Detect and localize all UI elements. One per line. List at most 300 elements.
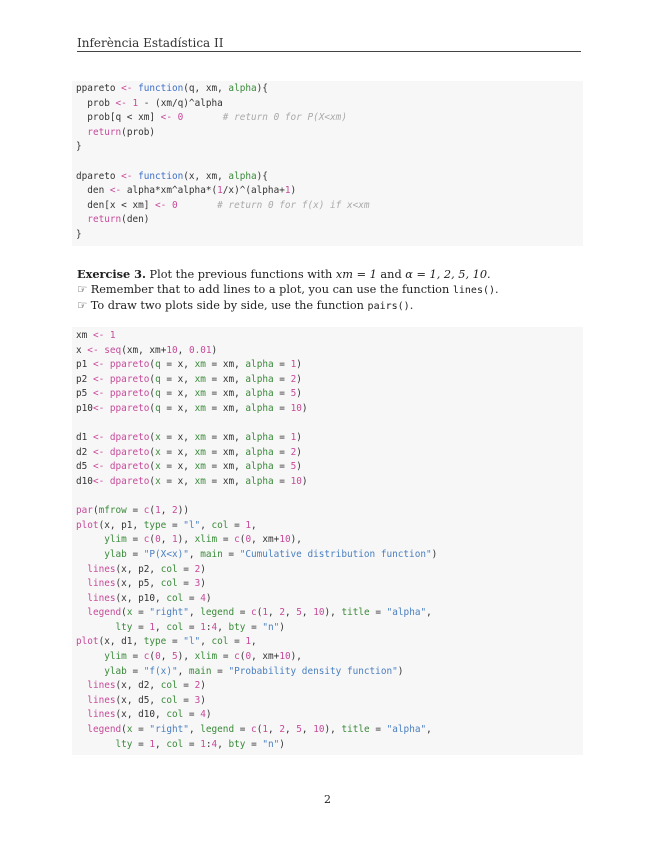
code-token: col	[211, 519, 229, 531]
code-token: plot	[76, 636, 99, 648]
code-token: )	[200, 578, 206, 590]
code-token: (	[256, 724, 263, 736]
code-token: col	[166, 621, 184, 633]
code-token: 10	[166, 344, 178, 356]
code-token: =	[126, 534, 144, 546]
code-line	[76, 402, 583, 417]
code-token: )	[431, 548, 438, 560]
code-line	[76, 519, 583, 534]
code-line	[76, 228, 583, 243]
code-token: 5	[296, 607, 302, 619]
code-token: "Probability density function"	[228, 665, 398, 677]
code-token: <-	[92, 461, 105, 473]
code-line	[76, 184, 583, 199]
code-token: ,	[426, 607, 432, 619]
code-token: = xm,	[205, 359, 246, 371]
code-token: ))	[177, 505, 189, 517]
code-line	[76, 650, 583, 665]
code-token: <-	[160, 112, 172, 124]
code-token: <-	[92, 388, 105, 400]
code-token: = x,	[160, 373, 195, 385]
code-token: (	[149, 505, 156, 517]
code-token: ,	[160, 534, 173, 546]
code-token: ,	[188, 607, 201, 619]
code-token: 2	[194, 680, 201, 692]
code-token: =	[132, 738, 150, 750]
pointing-hand-icon: ☞	[77, 283, 88, 296]
code-token: =	[132, 621, 150, 633]
code-token: return	[87, 214, 122, 226]
code-token: p10	[76, 402, 93, 414]
code-line	[76, 563, 583, 578]
code-token: prob	[76, 97, 116, 109]
code-line	[76, 329, 583, 344]
code-token	[76, 724, 87, 735]
code-token: =	[177, 694, 195, 706]
code-line	[76, 431, 583, 446]
code-token: x	[126, 724, 133, 736]
code-token: 1	[149, 621, 156, 633]
code-token: lines	[87, 680, 116, 692]
code-token: lines	[87, 694, 116, 706]
code-token: =	[234, 724, 252, 736]
code-token: =	[166, 519, 184, 531]
code-token: =	[217, 534, 235, 546]
hint-lines	[77, 282, 581, 298]
code-token	[76, 593, 87, 604]
code-token: "l"	[183, 519, 201, 531]
code-block-pareto-functions	[72, 81, 583, 246]
code-token: "right"	[149, 607, 189, 619]
code-token: lines	[87, 592, 116, 604]
code-token: )	[200, 563, 206, 575]
code-token: 1	[149, 738, 156, 750]
code-token: =	[177, 578, 195, 590]
code-token: (	[239, 534, 246, 546]
code-line	[76, 694, 583, 709]
code-token: = xm,	[205, 446, 246, 458]
code-token: (x, d2,	[115, 680, 161, 692]
code-token: col	[211, 636, 229, 648]
code-token: =	[245, 621, 263, 633]
code-line	[76, 155, 583, 170]
code-token: type	[143, 519, 167, 531]
code-token	[76, 564, 87, 575]
code-token: ,	[188, 548, 201, 560]
hint-code: pairs()	[367, 301, 410, 312]
code-token: 2	[172, 505, 178, 517]
code-token: - (xm/q)^alpha	[138, 97, 223, 109]
code-token: =	[132, 724, 150, 736]
code-token: = x,	[160, 432, 195, 444]
code-token: (x, p2,	[115, 563, 161, 575]
code-token: bty	[228, 621, 246, 633]
code-token: alpha	[245, 461, 274, 473]
code-token: (x, d1,	[98, 636, 144, 648]
code-token: xm	[194, 432, 206, 444]
code-line	[76, 621, 583, 636]
code-token: =	[126, 651, 144, 663]
code-token: legend	[87, 607, 122, 619]
code-token: =	[228, 636, 246, 648]
code-token	[76, 549, 104, 560]
code-token: alpha	[228, 83, 257, 94]
code-token: return	[87, 126, 122, 138]
code-token: lines	[87, 709, 116, 721]
code-token: 0	[245, 651, 252, 663]
code-token: 10	[313, 724, 325, 736]
code-token: alpha	[228, 170, 257, 182]
code-token: (	[149, 359, 156, 371]
code-token: = x,	[160, 388, 195, 400]
code-token: 1	[262, 724, 269, 736]
code-token: x	[126, 607, 133, 619]
code-token: 1	[245, 636, 252, 648]
code-token: par	[76, 505, 93, 517]
code-token: alpha	[245, 432, 274, 444]
code-token: type	[143, 636, 167, 648]
code-token: =	[369, 607, 387, 619]
code-token: alpha	[245, 402, 274, 414]
code-line	[76, 504, 583, 519]
code-token: 5	[290, 388, 297, 400]
code-token: (	[149, 373, 156, 385]
code-token: c	[234, 534, 240, 546]
code-token: <-	[92, 373, 105, 385]
exercise-text: Plot the previous functions with	[145, 268, 336, 281]
code-token: /x)^(alpha+	[222, 185, 285, 197]
code-token: 10	[279, 534, 291, 546]
code-token: alpha	[245, 388, 274, 400]
code-token: ,	[268, 724, 280, 736]
code-line	[76, 82, 583, 97]
hint-text: To draw two plots side by side, use the function	[87, 299, 368, 312]
code-line	[76, 344, 583, 359]
code-token: 1	[109, 330, 116, 341]
code-token: "right"	[149, 724, 189, 736]
code-token: c	[143, 505, 150, 517]
code-token: col	[160, 680, 178, 692]
code-token: function	[138, 83, 184, 94]
code-token: = xm,	[205, 373, 246, 385]
code-token: =	[177, 563, 195, 575]
code-token: seq	[104, 344, 122, 356]
code-token: ,	[284, 724, 297, 736]
code-token: 1	[245, 519, 252, 531]
code-token: (x, p10,	[115, 592, 167, 604]
code-token: 3	[194, 578, 201, 590]
code-token: ,	[284, 607, 297, 619]
hint-end: .	[409, 299, 414, 312]
code-token: 1	[172, 534, 178, 546]
code-token: (den)	[121, 214, 150, 226]
code-token: )	[205, 592, 212, 604]
code-token: )	[205, 709, 212, 721]
code-token: c	[234, 651, 240, 663]
code-token: =	[211, 665, 229, 677]
code-token: =	[183, 621, 201, 633]
code-line	[76, 373, 583, 388]
code-token: col	[160, 694, 178, 706]
code-token: )	[211, 344, 218, 356]
code-token: =	[369, 724, 387, 736]
code-line	[76, 111, 583, 126]
code-token: 4	[211, 738, 218, 750]
code-token: = xm,	[205, 432, 246, 444]
code-token: x	[76, 344, 88, 356]
code-token: :	[205, 621, 212, 633]
code-token: = x,	[160, 461, 195, 473]
code-token	[76, 607, 87, 618]
code-token: function	[138, 170, 184, 182]
code-token: =	[228, 519, 246, 531]
header-rule	[77, 51, 581, 52]
code-token: = x,	[160, 402, 195, 414]
code-token: "alpha"	[386, 607, 427, 619]
code-token: (	[239, 651, 246, 663]
code-token: alpha	[245, 475, 274, 487]
code-token: ylim	[104, 651, 127, 663]
code-line	[76, 460, 583, 475]
code-token: = x,	[160, 359, 195, 371]
code-token: =	[273, 432, 291, 444]
code-token: p2	[76, 373, 93, 385]
code-line	[76, 213, 583, 228]
code-token: ,	[200, 519, 212, 531]
code-token: ylab	[104, 548, 127, 560]
code-token: 1	[200, 621, 206, 633]
code-token: c	[251, 607, 257, 619]
code-token: ,	[251, 636, 257, 648]
code-token: 2	[194, 563, 201, 575]
code-token: =	[183, 709, 201, 721]
code-token: den[x < xm]	[76, 199, 156, 211]
code-token: "n"	[262, 738, 280, 750]
code-token: )	[296, 446, 302, 458]
code-token: d5	[76, 461, 93, 473]
code-token: c	[143, 534, 150, 546]
page-number: 2	[324, 793, 331, 806]
code-token: <-	[87, 344, 99, 356]
code-token: )	[279, 621, 285, 633]
code-line	[76, 548, 583, 563]
code-token: =	[245, 738, 263, 750]
code-token: =	[126, 665, 144, 677]
code-token: 0.01	[188, 344, 212, 356]
code-line	[76, 417, 583, 432]
code-token: <-	[92, 446, 105, 458]
code-token: q	[155, 359, 161, 371]
code-token: legend	[87, 724, 122, 736]
code-token: ),	[290, 651, 302, 663]
exercise-3	[77, 267, 581, 314]
code-token: lty	[115, 621, 133, 633]
code-token: plot	[76, 519, 99, 531]
code-token: <-	[121, 83, 133, 94]
code-token: )	[296, 432, 302, 444]
code-token: 1	[262, 607, 269, 619]
code-token: # return 0 for P(X<xm)	[222, 112, 347, 124]
code-token: p1	[76, 359, 93, 371]
code-token: )	[296, 373, 302, 385]
code-token: 0	[155, 534, 161, 546]
code-token: dpareto	[109, 461, 150, 473]
code-token: (	[149, 534, 156, 546]
code-token: (	[256, 607, 263, 619]
code-token: ),	[177, 651, 195, 663]
code-token: title	[341, 724, 370, 736]
code-token: = x,	[160, 446, 195, 458]
code-token: = xm,	[205, 461, 246, 473]
code-token: col	[160, 563, 178, 575]
code-token: 10	[290, 402, 302, 414]
code-line	[76, 475, 583, 490]
exercise-label: Exercise 3.	[77, 267, 146, 281]
code-token: (	[149, 446, 156, 458]
hint-pairs	[77, 298, 581, 314]
code-token: 1	[132, 97, 139, 109]
code-token: )	[301, 475, 308, 487]
code-token: =	[222, 548, 240, 560]
code-token: = xm,	[205, 388, 246, 400]
code-token: (q, xm,	[183, 83, 229, 94]
code-token: x	[155, 446, 161, 458]
code-token: (x, d5,	[115, 694, 161, 706]
code-token: ylab	[104, 665, 127, 677]
code-token: 4	[200, 709, 206, 721]
code-token	[76, 695, 87, 706]
code-token: (	[121, 607, 127, 619]
code-token	[76, 214, 87, 225]
exercise-statement	[77, 267, 581, 282]
code-line	[76, 592, 583, 607]
code-token: = xm,	[205, 475, 246, 487]
code-token: 10	[313, 607, 325, 619]
code-token: ,	[268, 607, 280, 619]
code-token: 0	[171, 199, 178, 211]
code-token: (	[149, 651, 156, 663]
code-token: ppareto	[109, 359, 150, 371]
code-line	[76, 97, 583, 112]
math-xm: xm = 1	[335, 268, 377, 281]
code-token: d2	[76, 446, 93, 458]
code-token: ,	[177, 344, 189, 356]
code-line	[76, 126, 583, 141]
code-token: , xm+	[251, 651, 280, 663]
code-token: (	[149, 402, 156, 414]
code-token: )	[296, 359, 302, 371]
code-token: alpha	[245, 446, 274, 458]
code-token: legend	[200, 724, 235, 736]
code-token: 10	[290, 475, 302, 487]
code-token: 1	[284, 185, 291, 197]
code-token: d10	[76, 475, 93, 487]
code-token: 2	[279, 724, 285, 736]
code-token: 1	[217, 185, 223, 197]
code-token: =	[217, 651, 235, 663]
code-token	[76, 534, 104, 545]
code-token: legend	[200, 607, 235, 619]
code-token: ),	[324, 607, 342, 619]
code-token	[76, 680, 87, 691]
code-token: ,	[200, 636, 212, 648]
code-token: =	[273, 475, 291, 487]
code-token: 4	[200, 592, 206, 604]
code-token: ,	[217, 738, 229, 750]
hint-end: .	[495, 283, 499, 296]
code-token: xm	[194, 402, 206, 414]
code-token: ppareto	[109, 402, 150, 414]
code-token: ,	[160, 651, 173, 663]
code-token: ,	[251, 519, 257, 531]
code-token	[76, 127, 87, 138]
code-token: "alpha"	[386, 724, 427, 736]
code-token: ,	[177, 665, 189, 677]
code-line	[76, 170, 583, 185]
code-token: dpareto	[76, 170, 122, 182]
code-line	[76, 199, 583, 214]
code-token: alpha	[245, 373, 274, 385]
code-token: ),	[290, 534, 302, 546]
code-token: lines	[87, 578, 116, 590]
code-token: mfrow	[98, 505, 127, 517]
code-token: (xm, xm+	[121, 344, 167, 356]
code-token: (	[149, 388, 156, 400]
code-token: "l"	[183, 636, 201, 648]
code-token: 5	[296, 724, 302, 736]
code-token: =	[273, 359, 291, 371]
code-token: q	[155, 402, 161, 414]
code-token: <-	[109, 185, 122, 197]
math-alpha: α = 1, 2, 5, 10.	[405, 268, 491, 281]
code-token: <-	[92, 475, 105, 487]
code-line	[76, 533, 583, 548]
code-token: ,	[301, 724, 314, 736]
code-token: =	[166, 636, 184, 648]
code-token: xm	[194, 373, 206, 385]
code-token: dpareto	[109, 432, 150, 444]
code-token: =	[177, 680, 195, 692]
code-token: ),	[177, 534, 195, 546]
code-line	[76, 358, 583, 373]
code-token: 1	[200, 738, 206, 750]
running-header: Inferència Estadística II	[77, 36, 224, 50]
hint-text: Remember that to add lines to a plot, you can use the function	[87, 283, 453, 296]
code-token: ){	[256, 83, 268, 94]
code-token: 0	[245, 534, 252, 546]
code-token: alpha*xm^alpha*(	[121, 185, 218, 197]
code-token	[76, 622, 116, 633]
code-token: xm	[194, 461, 206, 473]
code-token: ,	[301, 607, 314, 619]
code-token: x	[155, 475, 161, 487]
code-line	[76, 490, 583, 505]
code-token: 5	[172, 651, 178, 663]
code-token: )	[301, 402, 308, 414]
code-token: )	[296, 388, 302, 400]
code-token: (x, p5,	[115, 578, 161, 590]
code-token: main	[188, 665, 212, 677]
code-token: =	[183, 592, 201, 604]
code-token	[76, 739, 116, 750]
code-token: p5	[76, 388, 93, 400]
code-token: col	[160, 578, 178, 590]
code-token: dpareto	[109, 475, 150, 487]
code-token: , xm+	[251, 534, 280, 546]
code-token: 1	[290, 359, 297, 371]
code-token: 1	[290, 432, 297, 444]
code-token: 3	[194, 694, 201, 706]
